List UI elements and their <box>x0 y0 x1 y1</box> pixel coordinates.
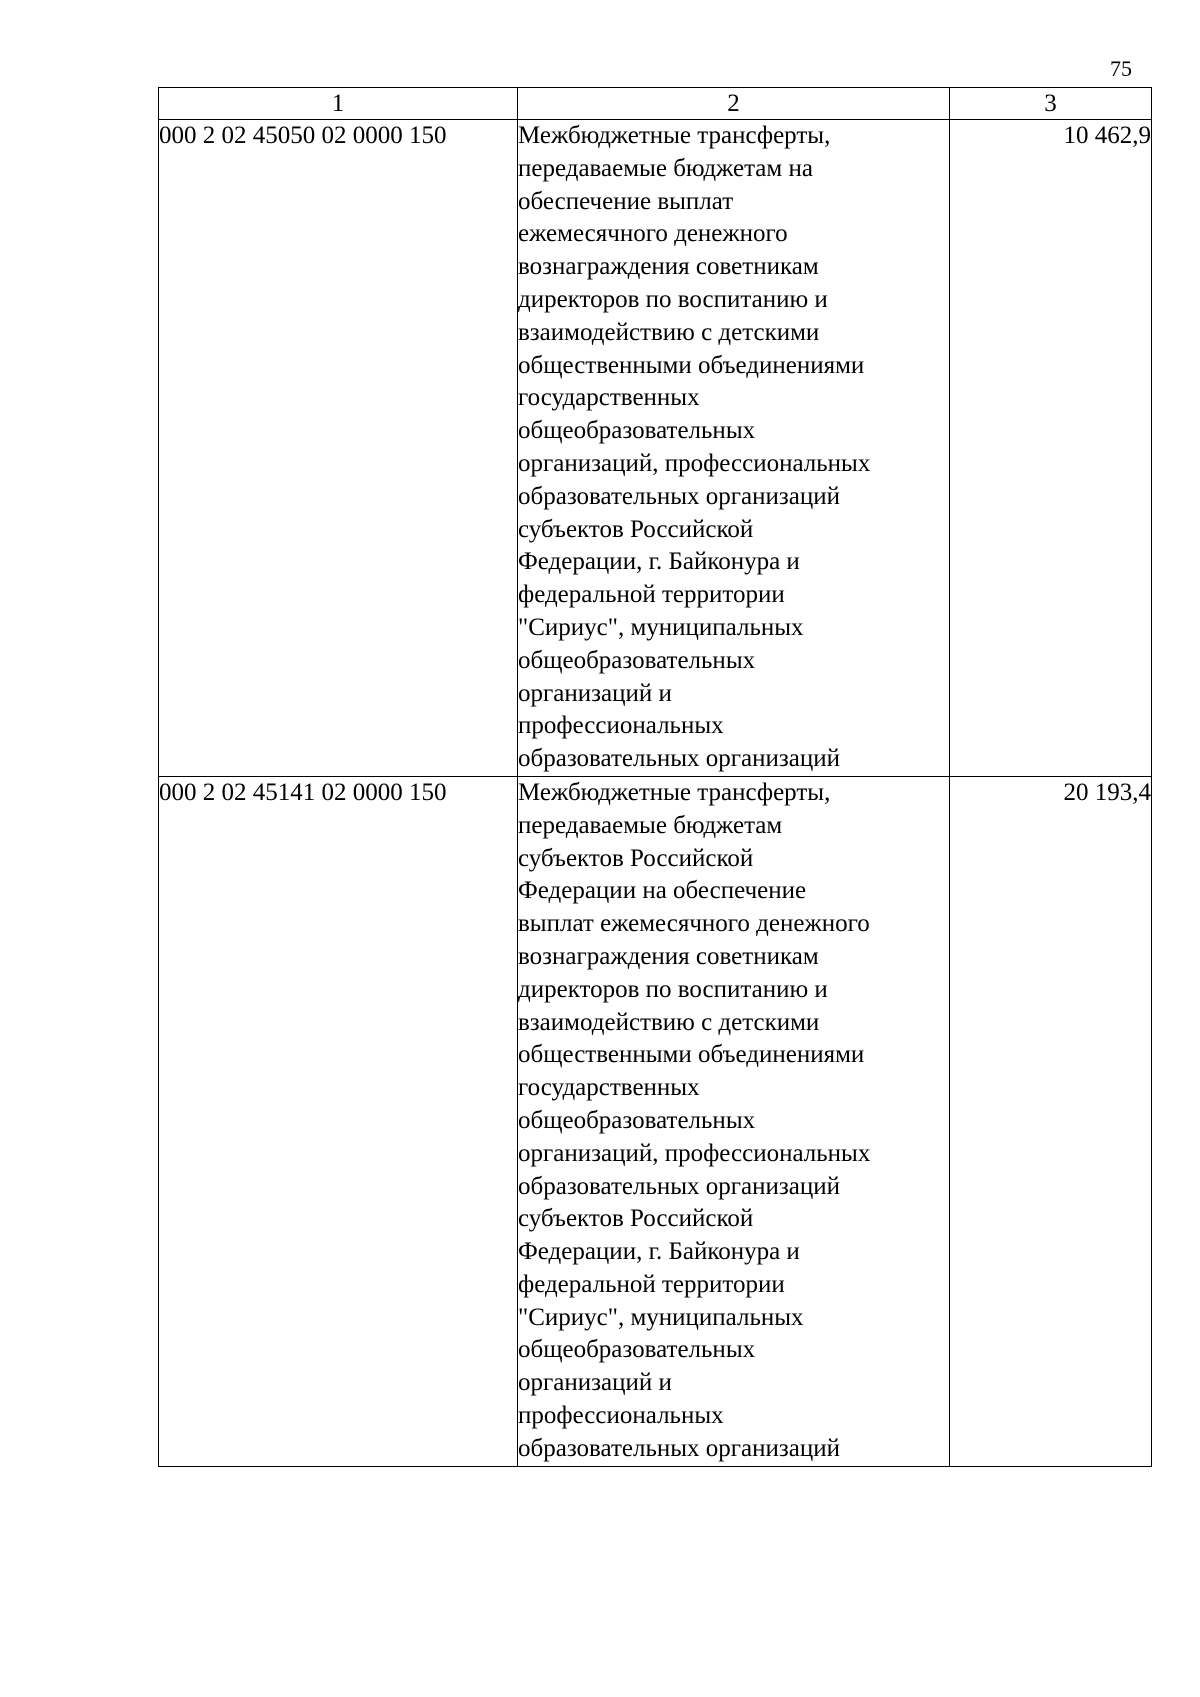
page-number: 75 <box>1110 56 1132 81</box>
description-line: общественными объединениями <box>518 1041 865 1069</box>
description-line: "Сириус", муниципальных <box>518 613 804 641</box>
column-header-2: 2 <box>518 88 950 120</box>
table-body <box>159 120 1152 1467</box>
description-line: образовательных организаций <box>518 1434 841 1462</box>
description-line: взаимодействию с детскими <box>518 1008 820 1036</box>
description-line: организаций и <box>518 679 672 707</box>
description-line: государственных <box>518 1074 700 1102</box>
description-cell <box>518 120 950 777</box>
description-line: ежемесячного денежного <box>518 220 788 248</box>
description-line: Федерации, г. Байконура и <box>518 1238 800 1266</box>
description-line: субъектов Российской <box>518 1205 754 1233</box>
description-line: общеобразовательных <box>518 417 756 445</box>
description-line: вознаграждения советникам <box>518 942 819 970</box>
description-line: передаваемые бюджетам <box>518 811 783 839</box>
description-line: общеобразовательных <box>518 1106 756 1134</box>
description-line: образовательных организаций <box>518 745 841 773</box>
description-line: организаций, профессиональных <box>518 1139 871 1167</box>
description-line: общеобразовательных <box>518 646 756 674</box>
column-header-3: 3 <box>950 88 1152 120</box>
description-cell <box>518 776 950 1466</box>
description-line: профессиональных <box>518 712 724 740</box>
description-line: федеральной территории <box>518 581 785 609</box>
header-row <box>159 88 1152 120</box>
budget-code-cell: 000 2 02 45050 02 0000 150 <box>159 120 518 777</box>
column-header-1: 1 <box>159 88 518 120</box>
table-row <box>159 776 1152 1466</box>
budget-table <box>158 87 1152 1467</box>
description-line: Федерации, г. Байконура и <box>518 548 800 576</box>
description-line: директоров по воспитанию и <box>518 285 828 313</box>
budget-code-cell: 000 2 02 45141 02 0000 150 <box>159 776 518 1466</box>
description-line: Федерации на обеспечение <box>518 877 807 905</box>
description-line: обеспечение выплат <box>518 187 734 215</box>
description-line: федеральной территории <box>518 1270 785 1298</box>
description-line: общественными объединениями <box>518 351 865 379</box>
description-line: образовательных организаций <box>518 1172 841 1200</box>
description-line: передаваемые бюджетам на <box>518 154 813 182</box>
amount-cell: 10 462,9 <box>950 120 1152 777</box>
table-row <box>159 120 1152 777</box>
description-line: "Сириус", муниципальных <box>518 1303 804 1331</box>
description-line: общеобразовательных <box>518 1336 756 1364</box>
description-line: выплат ежемесячного денежного <box>518 910 870 938</box>
description-line: взаимодействию с детскими <box>518 318 820 346</box>
description-line: Межбюджетные трансферты, <box>518 778 831 806</box>
description-line: организаций и <box>518 1369 672 1397</box>
description-line: государственных <box>518 384 700 412</box>
description-line: образовательных организаций <box>518 482 841 510</box>
description-line: Межбюджетные трансферты, <box>518 122 831 149</box>
description-line: организаций, профессиональных <box>518 449 871 477</box>
amount-cell: 20 193,4 <box>950 776 1152 1466</box>
description-line: субъектов Российской <box>518 515 754 543</box>
description-line: профессиональных <box>518 1402 724 1430</box>
description-line: директоров по воспитанию и <box>518 975 828 1003</box>
description-line: вознаграждения советникам <box>518 253 819 281</box>
description-line: субъектов Российской <box>518 844 754 872</box>
